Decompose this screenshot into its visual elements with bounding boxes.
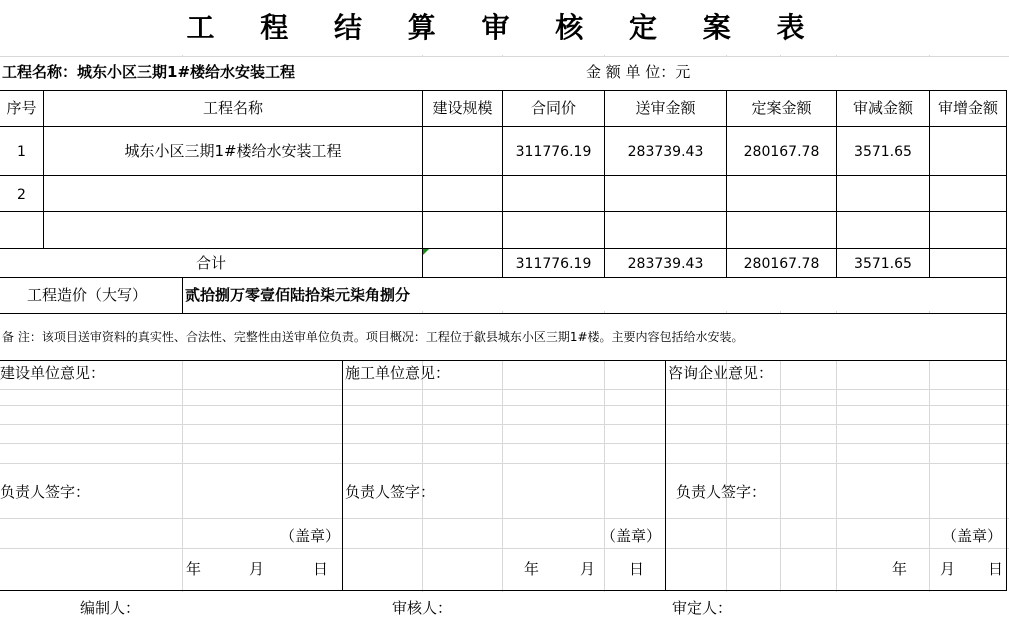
cell-marker (423, 249, 429, 255)
total-reduced: 3571.65 (854, 256, 912, 272)
header-reduced-amount: 审减金额 (852, 99, 913, 117)
total-submitted: 283739.43 (627, 256, 704, 272)
capital-amount-value: 贰拾捌万零壹佰陆拾柒元柒角捌分 (185, 286, 411, 304)
seal-label: （盖章） (601, 527, 662, 545)
project-name-label: 工程名称：城东小区三期1#楼给水安装工程 (2, 63, 296, 81)
row-contract: 311776.19 (515, 144, 592, 160)
date-day: 日 (313, 560, 329, 578)
seal-label: （盖章） (280, 527, 341, 545)
date-year: 年 (186, 560, 202, 578)
total-contract: 311776.19 (515, 256, 592, 272)
total-label: 合计 (195, 254, 226, 272)
date-day: 日 (988, 560, 1004, 578)
row-approved: 280167.78 (743, 144, 820, 160)
compiler-label: 编制人： (80, 599, 141, 617)
consulting-firm-opinion: 咨询企业意见： (668, 364, 774, 382)
seal-label: （盖章） (942, 527, 1003, 545)
row-serial: 2 (17, 187, 26, 203)
header-serial: 序号 (6, 99, 37, 117)
total-approved: 280167.78 (743, 256, 820, 272)
header-increased-amount: 审增金额 (937, 99, 998, 117)
header-project-name: 工程名称 (202, 99, 263, 117)
reviewer-label: 审核人： (392, 599, 453, 617)
date-year: 年 (892, 560, 908, 578)
row-reduced: 3571.65 (854, 144, 912, 160)
construction-unit-opinion: 建设单位意见： (0, 364, 106, 382)
currency-unit-label: 金 额 单 位：元 (586, 63, 691, 81)
signature-label: 负责人签字： (676, 483, 767, 501)
header-submitted-amount: 送审金额 (635, 99, 696, 117)
date-month: 月 (580, 560, 596, 578)
signature-label: 负责人签字： (345, 483, 436, 501)
signature-label: 负责人签字： (0, 483, 91, 501)
header-approved-amount: 定案金额 (751, 99, 812, 117)
row-submitted: 283739.43 (627, 144, 704, 160)
row-project-name: 城东小区三期1#楼给水安装工程 (124, 142, 342, 160)
page-title: 工 程 结 算 审 核 定 案 表 (186, 11, 823, 44)
header-contract-price: 合同价 (530, 99, 576, 117)
date-day: 日 (629, 560, 645, 578)
row-serial: 1 (17, 144, 26, 160)
builder-unit-opinion: 施工单位意见： (345, 364, 451, 382)
capital-amount-label: 工程造价（大写） (26, 286, 147, 304)
approver-label: 审定人： (672, 599, 733, 617)
date-month: 月 (249, 560, 265, 578)
date-year: 年 (524, 560, 540, 578)
remarks: 备 注：该项目送审资料的真实性、合法性、完整性由送审单位负责。项目概况：工程位于歙县城东小区三期1#楼。主要内容包括给水安装。 (2, 330, 744, 344)
date-month: 月 (940, 560, 956, 578)
header-scale: 建设规模 (432, 99, 493, 117)
